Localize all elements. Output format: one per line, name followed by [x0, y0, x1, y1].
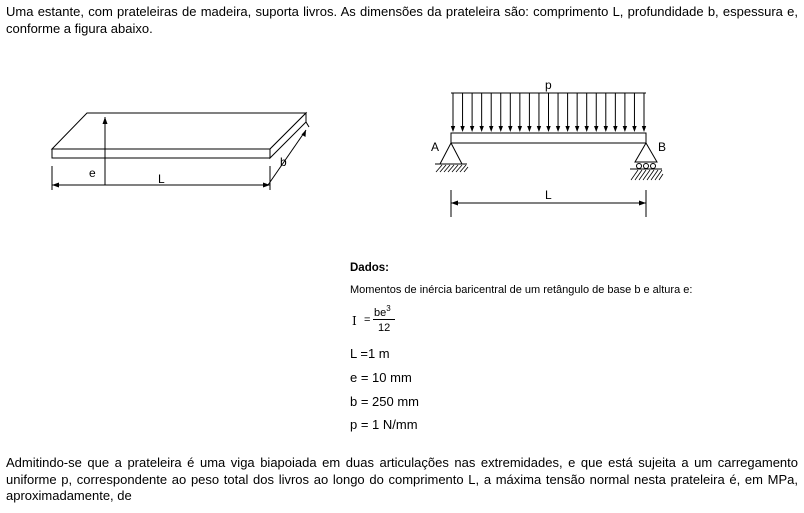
value-p: p = 1 N/mm	[350, 417, 418, 432]
beam-label-L: L	[545, 188, 552, 202]
load-arrow-head	[594, 126, 598, 132]
formula-lhs: I	[352, 314, 357, 328]
moment-description: Momentos de inércia baricentral de um retângulo de base b e altura e:	[350, 284, 693, 296]
shelf-label-b: b	[280, 155, 287, 169]
shelf-label-L: L	[158, 172, 165, 186]
load-arrow-head	[546, 126, 550, 132]
load-arrow-head	[527, 126, 531, 132]
load-arrows	[451, 93, 646, 132]
load-arrow-head	[537, 126, 541, 132]
load-arrow-head	[499, 126, 503, 132]
support-B-roller-1	[637, 164, 642, 169]
support-A-hatch	[436, 165, 468, 172]
question-intro: Uma estante, com prateleiras de madeira, suporta livros. As dimensões da prateleira são: comprimento L, profundidade b, espessura e, conforme a figura abaixo.	[6, 4, 798, 36]
formula-exponent: 3	[386, 304, 391, 313]
span-arrow-left	[451, 201, 458, 206]
support-B-triangle	[635, 143, 657, 162]
load-arrow-head	[508, 126, 512, 132]
inertia-formula	[352, 304, 412, 340]
support-B-hatch	[631, 170, 663, 180]
load-arrow-head	[460, 126, 464, 132]
formula-numerator-base: be	[374, 307, 387, 319]
load-arrow-head	[470, 126, 474, 132]
load-arrow-head	[556, 126, 560, 132]
beam-label-p: p	[545, 78, 552, 92]
load-arrow-head	[604, 126, 608, 132]
load-arrow-head	[585, 126, 589, 132]
support-A-triangle	[440, 143, 462, 164]
shelf-top-face	[52, 113, 306, 149]
question-closing: Admitindo-se que a prateleira é uma viga biapoiada em duas articulações nas extremidades, e que está sujeita a um carregamento uniforme p, correspondente ao peso total dos livros ao longo do comprimento L, a máxima tensão normal nesta prateleira é, em MPa, aproximadamente, de	[6, 455, 798, 503]
formula-numerator	[374, 304, 391, 319]
load-arrow-head	[518, 126, 522, 132]
length-arrow-left	[52, 183, 59, 188]
dados-title: Dados:	[350, 262, 389, 274]
formula-denominator: 12	[378, 322, 391, 334]
load-arrow-head	[613, 126, 617, 132]
beam-body	[451, 133, 646, 143]
load-arrow-head	[565, 126, 569, 132]
beam-label-A: A	[431, 140, 440, 154]
value-b: b = 250 mm	[350, 394, 420, 409]
beam-label-B: B	[658, 140, 667, 154]
depth-ext-top	[306, 122, 309, 127]
load-arrow-head	[479, 126, 483, 132]
load-arrow-head	[632, 126, 636, 132]
formula-equals: =	[364, 314, 371, 326]
value-L: L =1 m	[350, 346, 390, 361]
load-arrow-head	[451, 126, 455, 132]
support-B-roller-2	[644, 164, 649, 169]
span-arrow-right	[639, 201, 646, 206]
load-arrow-head	[489, 126, 493, 132]
load-arrow-head	[623, 126, 627, 132]
shelf-label-e: e	[89, 166, 96, 180]
load-arrow-head	[575, 126, 579, 132]
formula-fraction-bar	[373, 319, 395, 320]
support-B-roller-3	[651, 164, 656, 169]
value-e: e = 10 mm	[350, 370, 412, 385]
shelf-front-face	[52, 149, 270, 158]
load-arrow-head	[642, 126, 646, 132]
